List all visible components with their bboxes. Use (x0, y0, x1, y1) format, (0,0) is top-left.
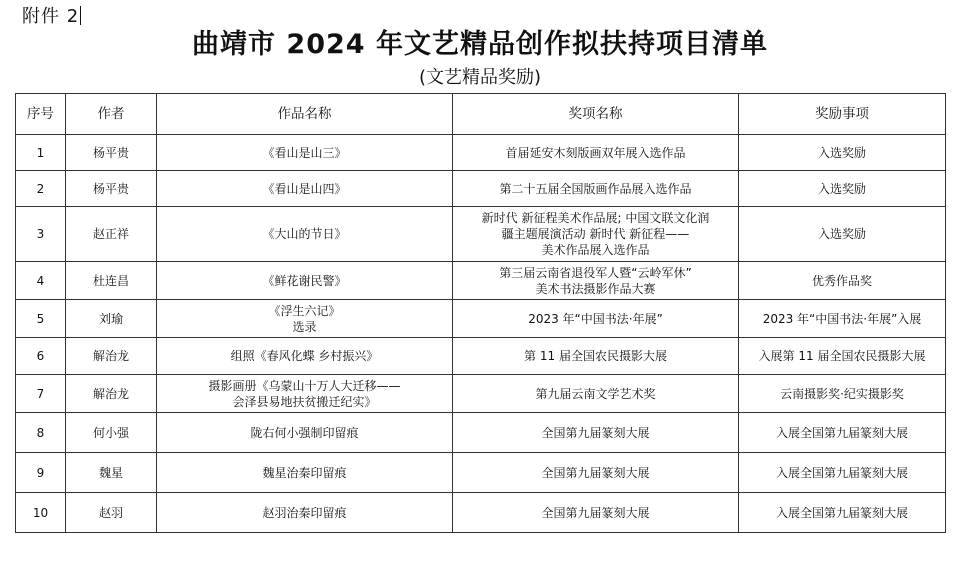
page-subtitle: (文艺精品奖励) (418, 67, 542, 88)
cell-matter: 入展第 11 届全国农民摄影大展 (739, 338, 946, 375)
cell-author: 赵羽 (66, 493, 157, 533)
work-line: 选录 (292, 319, 317, 334)
award-line: 美术作品展入选作品 (541, 243, 650, 257)
award-line: 美术书法摄影作品大赛 (535, 281, 656, 296)
header-matter: 奖励事项 (739, 94, 946, 135)
award-line: 第二十五届全国版画作品展入选作品 (499, 181, 692, 196)
cell-work (157, 413, 453, 453)
table-row (16, 135, 946, 171)
award-line: 2023 年“中国书法·年展” (528, 311, 663, 326)
work-line: 《看山是山三》 (262, 145, 347, 160)
cell-work (157, 171, 453, 207)
header-author: 作者 (66, 94, 157, 135)
cell-award (453, 300, 739, 338)
project-table (15, 93, 946, 533)
cell-no: 4 (16, 262, 66, 300)
table-header-row (16, 94, 946, 135)
cell-no: 3 (16, 207, 66, 262)
work-line: 魏星治秦印留痕 (262, 465, 347, 480)
table-row (16, 338, 946, 375)
header-award: 奖项名称 (453, 94, 739, 135)
award-line: 新时代 新征程美术作品展; 中国文联文化润 (481, 211, 710, 225)
cell-no: 7 (16, 375, 66, 413)
cell-work (157, 493, 453, 533)
work-line: 《浮生六记》 (268, 303, 341, 318)
cell-matter: 2023 年“中国书法·年展”入展 (739, 300, 946, 338)
cell-author: 解治龙 (66, 375, 157, 413)
work-line: 《鲜花谢民警》 (262, 273, 347, 288)
work-line: 赵羽治秦印留痕 (262, 505, 347, 520)
cell-matter: 云南摄影奖·纪实摄影奖 (739, 375, 946, 413)
header-work: 作品名称 (157, 94, 453, 135)
cell-no: 5 (16, 300, 66, 338)
cell-award (453, 413, 739, 453)
table-row (16, 413, 946, 453)
cell-author: 杨平贵 (66, 135, 157, 171)
cell-author: 刘瑜 (66, 300, 157, 338)
cell-award (453, 207, 739, 262)
cell-author: 魏星 (66, 453, 157, 493)
cell-award (453, 338, 739, 375)
cell-matter: 入展全国第九届篆刻大展 (739, 413, 946, 453)
cell-work (157, 135, 453, 171)
table-row (16, 493, 946, 533)
cell-matter: 入展全国第九届篆刻大展 (739, 453, 946, 493)
cell-work (157, 300, 453, 338)
page-title: 曲靖市 2024 年文艺精品创作拟扶持项目清单 (192, 29, 768, 60)
work-line: 组照《春风化蝶 乡村振兴》 (230, 349, 379, 363)
cell-no: 1 (16, 135, 66, 171)
cell-no: 10 (16, 493, 66, 533)
table-row (16, 262, 946, 300)
work-line: 《大山的节日》 (262, 227, 347, 241)
award-line: 全国第九届篆刻大展 (541, 465, 650, 480)
cell-award (453, 135, 739, 171)
cell-author: 杜连昌 (66, 262, 157, 300)
cell-award (453, 493, 739, 533)
cell-no: 8 (16, 413, 66, 453)
cell-matter: 入选奖励 (739, 207, 946, 262)
cell-matter: 入选奖励 (739, 135, 946, 171)
work-line: 陇右何小强制印留痕 (250, 425, 359, 440)
table-row (16, 453, 946, 493)
table-row (16, 207, 946, 262)
work-line: 摄影画册《乌蒙山十万人大迁移—— (208, 378, 401, 393)
cell-author: 何小强 (66, 413, 157, 453)
cell-no: 9 (16, 453, 66, 493)
cell-work (157, 338, 453, 375)
award-line: 疆主题展演活动 新时代 新征程—— (501, 227, 690, 241)
cell-matter: 优秀作品奖 (739, 262, 946, 300)
award-line: 第 11 届全国农民摄影大展 (524, 349, 667, 363)
cell-author: 赵正祥 (66, 207, 157, 262)
table-row (16, 375, 946, 413)
work-line: 会泽县易地扶贫搬迁纪实》 (232, 394, 377, 409)
cell-work (157, 375, 453, 413)
text-cursor (80, 6, 81, 25)
cell-work (157, 453, 453, 493)
cell-award (453, 453, 739, 493)
table-row (16, 300, 946, 338)
cell-award (453, 375, 739, 413)
cell-award (453, 262, 739, 300)
award-line: 第九届云南文学艺术奖 (535, 386, 656, 401)
cell-work (157, 207, 453, 262)
attachment-label-text: 附件 2 (22, 6, 80, 27)
cell-author: 杨平贵 (66, 171, 157, 207)
award-line: 第三届云南省退役军人暨“云岭军休” (499, 265, 692, 280)
award-line: 首届延安木刻版画双年展入选作品 (505, 145, 686, 160)
award-line: 全国第九届篆刻大展 (541, 425, 650, 440)
cell-award (453, 171, 739, 207)
cell-author: 解治龙 (66, 338, 157, 375)
table-row (16, 171, 946, 207)
work-line: 《看山是山四》 (262, 181, 347, 196)
cell-matter: 入展全国第九届篆刻大展 (739, 493, 946, 533)
cell-work (157, 262, 453, 300)
award-line: 全国第九届篆刻大展 (541, 505, 650, 520)
cell-matter: 入选奖励 (739, 171, 946, 207)
cell-no: 6 (16, 338, 66, 375)
cell-no: 2 (16, 171, 66, 207)
header-no: 序号 (16, 94, 66, 135)
attachment-label (22, 6, 81, 28)
